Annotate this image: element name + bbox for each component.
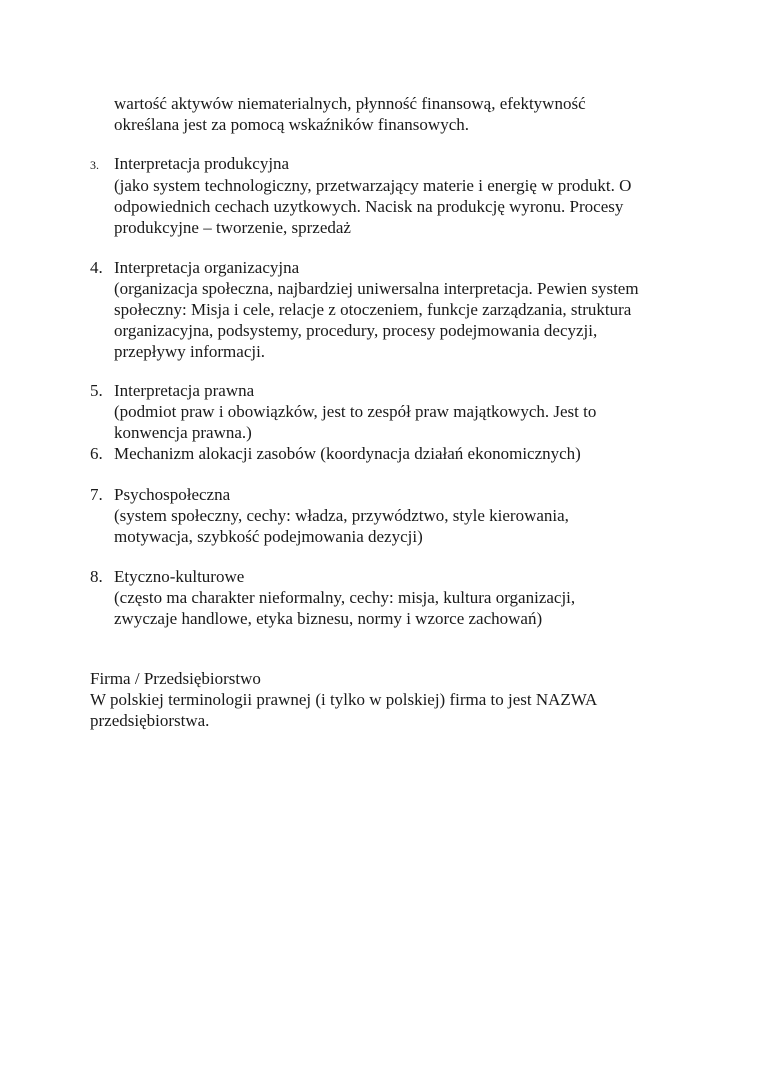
intro-line: określana jest za pomocą wskaźników finansowych. [114, 115, 469, 134]
paragraph-line: W polskiej terminologii prawnej (i tylko w polskiej) firma to jest NAZWA [90, 690, 598, 709]
list-number: 5. [90, 381, 103, 400]
list-item-title: Etyczno-kulturowe [114, 567, 245, 586]
list-number: 3. [90, 158, 99, 172]
list-item-line: (podmiot praw i obowiązków, jest to zespół praw majątkowych. Jest to [114, 402, 597, 421]
list-item-line: motywacja, szybkość podejmowania dezycji) [114, 527, 423, 546]
list-item-title: Mechanizm alokacji zasobów (koordynacja działań ekonomicznych) [114, 444, 581, 463]
list-number: 7. [90, 485, 103, 504]
list-item-line: zwyczaje handlowe, etyka biznesu, normy i wzorce zachowań) [114, 609, 543, 628]
list-item-line: organizacyjna, podsystemy, procedury, procesy podejmowania decyzji, [114, 321, 598, 340]
list-item-title: Interpretacja prawna [114, 381, 255, 400]
list-number: 6. [90, 444, 103, 463]
list-number: 8. [90, 567, 103, 586]
list-item-line: produkcyjne – tworzenie, sprzedaż [114, 218, 351, 237]
list-item-line: (system społeczny, cechy: władza, przywództwo, style kierowania, [114, 506, 569, 525]
list-item-title: Interpretacja produkcyjna [114, 154, 290, 173]
list-item-line: przepływy informacji. [114, 342, 266, 361]
list-item-line: (jako system technologiczny, przetwarzający materie i energię w produkt. O [114, 176, 632, 195]
list-item-line: (często ma charakter nieformalny, cechy: misja, kultura organizacji, [114, 588, 576, 607]
intro-line: wartość aktywów niematerialnych, płynność finansową, efektywność [114, 94, 586, 113]
paragraph-line: przedsiębiorstwa. [90, 711, 210, 730]
list-item-line: (organizacja społeczna, najbardziej uniwersalna interpretacja. Pewien system [114, 279, 639, 298]
section-heading: Firma / Przedsiębiorstwo [90, 669, 261, 688]
list-item-line: konwencja prawna.) [114, 423, 252, 442]
list-item-title: Interpretacja organizacyjna [114, 258, 300, 277]
list-number: 4. [90, 258, 103, 277]
list-item-line: społeczny: Misja i cele, relacje z otoczeniem, funkcje zarządzania, struktura [114, 300, 632, 319]
list-item-line: odpowiednich cechach uzytkowych. Nacisk na produkcję wyronu. Procesy [114, 197, 624, 216]
list-item-title: Psychospołeczna [114, 485, 231, 504]
